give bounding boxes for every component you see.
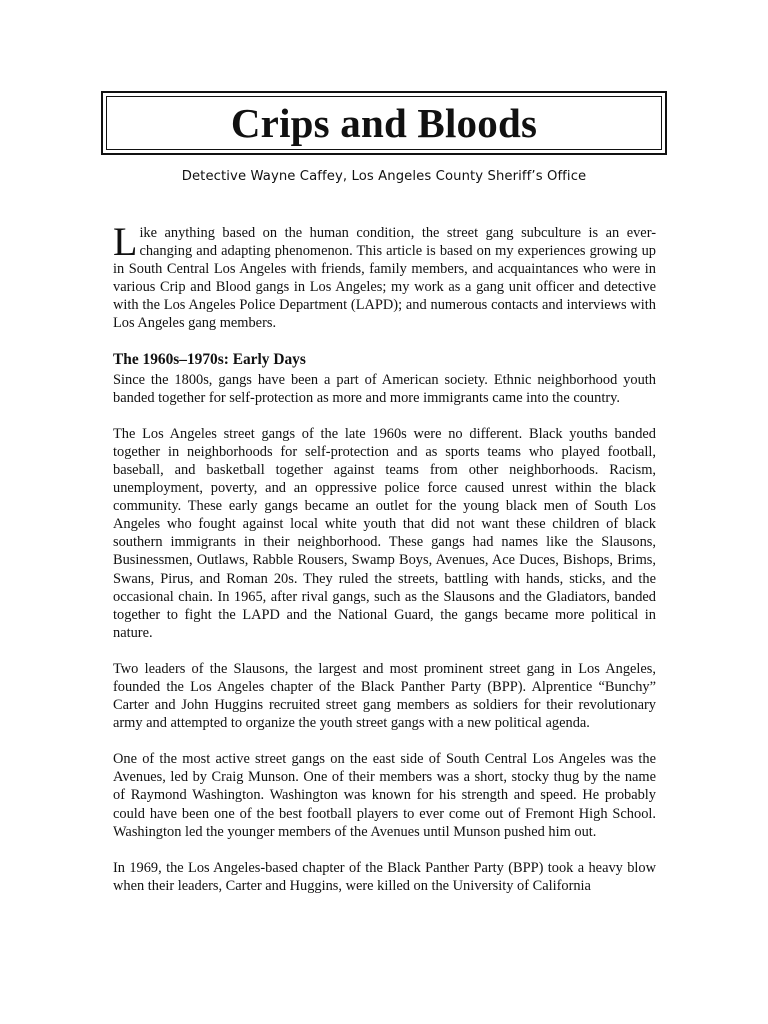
title-frame: [101, 91, 667, 155]
intro-text: ike anything based on the human condition, the street gang subculture is an ever-changing and adapting phenomenon. This article is based on my experiences growing up in South Central Los Angeles with friends, family members, and acquaintances who were in various Crip and Blood gangs in Los Angeles; my work as a gang unit officer and detective with the Los Angeles Police Department (LAPD); and numerous contacts and interviews with Los Angeles gang members.: [113, 225, 656, 332]
intro-paragraph: [113, 219, 656, 333]
paragraph: Two leaders of the Slausons, the largest and most prominent street gang in Los Angeles, founded the Los Angeles chapter of the Black Panther Party (BPP). Alprentice “Bunchy” Carter and John Huggins recruited street gang members as soldiers for their revolutionary army and attempted to organize the youth street gangs with a new political agenda.: [113, 660, 656, 732]
title-frame-inner: [106, 96, 662, 150]
paragraph: One of the most active street gangs on the east side of South Central Los Angeles was the Avenues, led by Craig Munson. One of their members was a short, stocky thug by the name of Raymond Washington. Washington was known for his strength and speed. He probably could have been one of the best football players to ever come out of Fremont High School. Washington led the younger members of the Avenues until Munson pushed him out.: [113, 751, 656, 840]
article-body: [113, 219, 656, 913]
author-byline: Detective Wayne Caffey, Los Angeles County Sheriff’s Office: [181, 169, 587, 184]
paragraph: In 1969, the Los Angeles-based chapter of the Black Panther Party (BPP) took a heavy blow when their leaders, Carter and Huggins, were killed on the University of California: [113, 859, 656, 894]
document-title: Crips and Bloods: [230, 99, 538, 146]
paragraph: The Los Angeles street gangs of the late 1960s were no different. Black youths banded together in neighborhoods for self-protection and as sports teams who played football, baseball, and basketball together against teams from other neighborhoods. Racism, unemployment, poverty, and an oppressive police force caused unrest within the black community. These early gangs became an outlet for the young black men of South Los Angeles who fought against local white youth that did not want these children of black southern immigrants in their neighborhood. These gangs had names like the Slausons, Businessmen, Outlaws, Rabble Rousers, Swamp Boys, Avenues, Ace Duces, Bishops, Brims, Swans, Pirus, and Roman 20s. They ruled the streets, battling with hands, sticks, and the occasional chain. In 1965, after rival gangs, such as the Slausons and the Gladiators, banded together to fight the LAPD and the National Guard, the gangs became more political in nature.: [113, 425, 656, 641]
section-heading: The 1960s–1970s: Early Days: [113, 350, 306, 368]
paragraph: Since the 1800s, gangs have been a part of American society. Ethnic neighborhood youth banded together for self-protection as more and more immigrants came into the country.: [113, 371, 656, 406]
drop-cap: L: [113, 219, 138, 264]
